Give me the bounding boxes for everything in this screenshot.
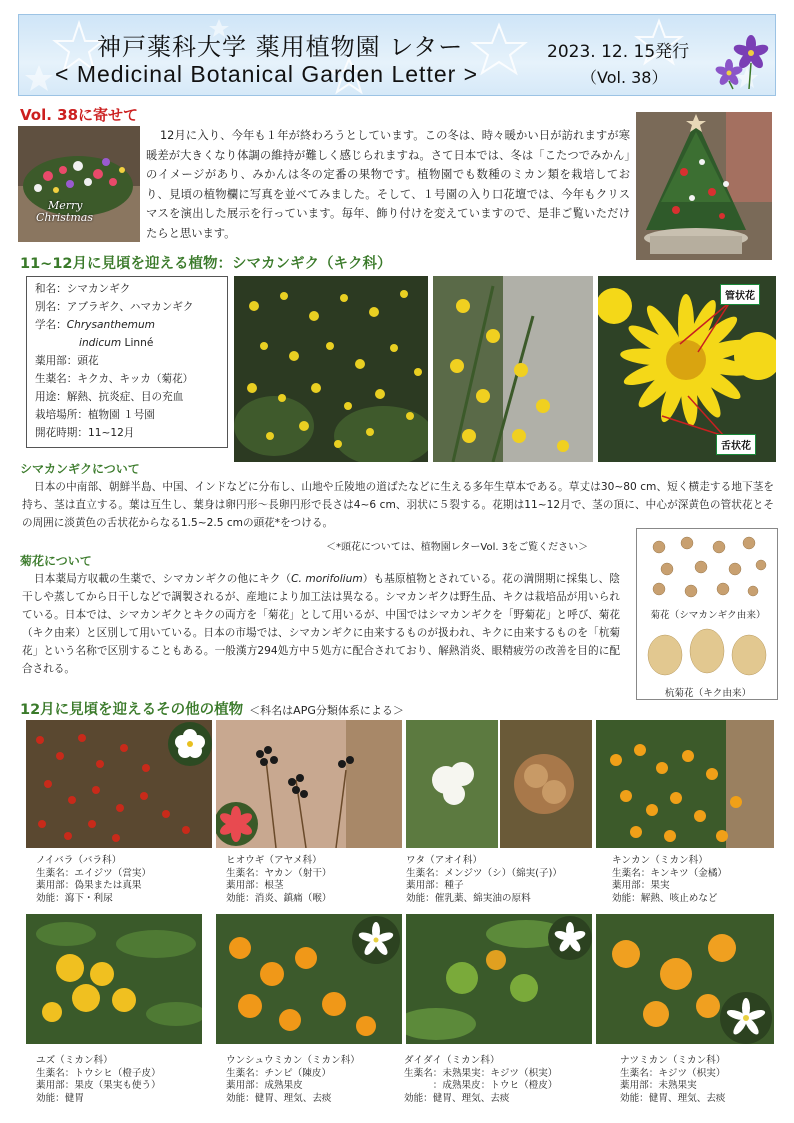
intro-heading: Vol. 38に寄せて xyxy=(20,106,139,124)
tube-flower-label: 管状花 xyxy=(720,284,760,305)
wata-photo xyxy=(406,720,592,848)
purple-flower-icon xyxy=(715,35,771,91)
plant-line: 薬用部：偽果または真果 xyxy=(36,880,142,891)
info-kaika: 開花時期：11~12月 xyxy=(35,427,135,439)
plant-name: キンカン（ミカン科） xyxy=(612,855,708,866)
plant-name: ナツミカン（ミカン科） xyxy=(620,1055,726,1066)
plant-line: 薬用部：根茎 xyxy=(226,880,284,891)
plant-line: 効能：解熱、咳止めなど xyxy=(612,892,718,904)
kikka-shima-caption: 菊花（シマカンギク由来） xyxy=(650,610,766,621)
plant-line: 効能：健胃 xyxy=(36,1092,84,1104)
info-gakumei-author: Linné xyxy=(121,337,154,349)
plant-line: 効能：消炎、鎮痛（喉） xyxy=(226,892,332,904)
shimakangiku-photo-1 xyxy=(234,276,428,462)
info-gakumei xyxy=(35,316,219,334)
kikka-species: C. morifolium xyxy=(291,573,363,585)
issue-date: 2023. 12. 15発行 xyxy=(547,42,690,62)
kikka-heading: 菊花について xyxy=(20,554,92,568)
about-heading: シマカンギクについて xyxy=(20,462,140,476)
plant-caption-noibara xyxy=(36,855,151,905)
info-betsumei: 別名：アブラギク、ハマカンギク xyxy=(35,301,194,313)
others-heading-text: 12月に見頃を迎えるその他の植物 xyxy=(20,702,244,718)
plant-line: 効能：催乳薬、綿実油の原料 xyxy=(406,892,531,904)
ray-flower-label: 舌状花 xyxy=(716,434,756,455)
plant-line: 効能：健胃、理気、去痰 xyxy=(226,1092,332,1104)
intro-paragraph: 12月に入り、今年も１年が終わろうとしています。この冬は、時々暖かい日が訪れますが寒暖差が大きくなり体調の維持が難しく感じられますね。さて日本では、冬は「こたつでみかん」のイメージがあり、みかんは冬の定番の果物です。植物園でも数種のミカン類を栽培しており、見頃の植物欄に写真を並べてみました。そして、１号園の入り口花壇では、今年もクリスマスを演出した展示を行っています。毎年、飾り付けを変えていますので、是非ご覧いただけたらと思います。 xyxy=(146,129,630,240)
kikka-sample-box xyxy=(636,528,778,700)
plant-line: 生薬名：メンジツ（シ）（綿実(子)） xyxy=(406,867,562,879)
plant-line: 生薬名：チンピ（陳皮） xyxy=(226,1067,332,1079)
christmas-flowerbed-photo xyxy=(18,126,140,242)
christmas-tree-photo xyxy=(636,112,772,260)
info-gakumei-genus: Chrysanthemum xyxy=(66,319,155,331)
others-heading xyxy=(20,698,404,719)
plant-line: 効能：健胃、理気、去痰 xyxy=(404,1092,510,1104)
plant-line: 生薬名：未熟果実：キジツ（枳実） xyxy=(404,1067,558,1079)
plant-caption-hiougi xyxy=(226,855,332,905)
plant-line: 薬用部：成熟果皮 xyxy=(226,1080,303,1091)
merry-text: Merry xyxy=(48,199,83,212)
header-banner xyxy=(18,14,776,96)
kinkan-photo xyxy=(596,720,774,848)
noibara-photo xyxy=(26,720,212,848)
plant-info-box xyxy=(26,276,228,448)
plant-caption-natsumikan xyxy=(620,1055,726,1105)
info-yakuyobu: 薬用部：頭花 xyxy=(35,355,99,367)
plant-line: ：成熟果皮：トウヒ（橙皮） xyxy=(404,1080,558,1091)
plant-line: 生薬名：キジツ（枳実） xyxy=(620,1067,726,1079)
about-paragraph: 日本の中南部、朝鮮半島、中国、インドなどに分布し、山地や丘陵地の道ばたなどに生える多年生草本である。草丈は30~80 cm、短く横走する地下茎を持ち、茎は直立する。葉は互生し、葉身は卵円形～長卵円形で長さは4~6 cm、羽状に５裂する。花期は11~12月で、茎の頂に、中心が深黄色の管状花とその周囲に淡黄色の舌状花からなる1.5~2.5 cmの頭花*をつける。 xyxy=(22,481,774,529)
plant-line: 効能：瀉下・利尿 xyxy=(36,892,113,904)
plant-name: ノイバラ（バラ科） xyxy=(36,855,122,866)
shimakangiku-photo-2 xyxy=(433,276,593,462)
plant-name: ダイダイ（ミカン科） xyxy=(404,1055,500,1066)
plant-line: 薬用部：果実 xyxy=(612,880,670,891)
kikka-text-2: ）も基原植物とされている。花の満開期に採集し、陰干しや蒸してから日干しなどで調製されるが、産地により加工法は異なる。シマカンギクは野生品、キクは栽培品が用いられている。日本では、シマカンギクとキクの両方を「菊花」として用いるが、中国ではシマカンギクを「野菊花」と呼び、菊花（キク由来）と区別して用いている。日本の市場では、シマカンギクに由来するものが扱われ、キクに由来するものを「杭菊花」という名称で区別することもある。一般漢方294処方中５処方に配合されており、解熱消炎、眼精疲労の改善を目的に配合される。 xyxy=(22,573,620,675)
plant-name: ワタ（アオイ科） xyxy=(406,855,483,866)
yuzu-photo xyxy=(26,914,202,1044)
plant-line: 効能：健胃、理気、去痰 xyxy=(620,1092,726,1104)
info-shoyakumei: 生薬名：キクカ、キッカ（菊花） xyxy=(35,373,194,385)
info-yoto: 用途：解熱、抗炎症、目の充血 xyxy=(35,391,184,403)
kikka-paragraph xyxy=(22,570,620,678)
plant-caption-daidai xyxy=(404,1055,558,1105)
plant-name: ウンシュウミカン（ミカン科） xyxy=(226,1055,360,1066)
plant-line: 薬用部：未熟果実 xyxy=(620,1080,697,1091)
daidai-photo xyxy=(406,914,592,1044)
plant-line: 薬用部：果皮（果実も使う） xyxy=(36,1080,161,1091)
about-note: ＜*頭花については、植物園レターVol. 3をご覧ください＞ xyxy=(326,542,589,553)
page-title-en: < Medicinal Botanical Garden Letter > xyxy=(55,61,479,87)
plant-line: 生薬名：トウシヒ（橙子皮） xyxy=(36,1067,161,1079)
others-note: ＜科名はAPG分類体系による＞ xyxy=(249,704,404,717)
info-gakumei-label: 学名： xyxy=(35,319,67,331)
plant-name: ヒオウギ（アヤメ科） xyxy=(226,855,322,866)
feature-heading: 11~12月に見頃を迎える植物：シマカンギク（キク科） xyxy=(20,256,392,272)
merry-christmas-sign xyxy=(36,200,93,224)
plant-name: ユズ（ミカン科） xyxy=(36,1055,113,1066)
plant-line: 生薬名：ヤカン（射干） xyxy=(226,867,332,879)
plant-caption-unshu-mikan xyxy=(226,1055,360,1105)
issue-volume: （Vol. 38） xyxy=(581,68,668,87)
unshu-mikan-photo xyxy=(216,914,402,1044)
hiougi-photo xyxy=(216,720,402,848)
natsumikan-photo xyxy=(596,914,774,1044)
plant-line: 生薬名：キンキツ（金橘） xyxy=(612,867,728,879)
plant-line: 生薬名：エイジツ（営実） xyxy=(36,867,152,879)
plant-line: 薬用部：種子 xyxy=(406,880,464,891)
kikka-text-1: 日本薬局方収載の生薬で、シマカンギクの他にキク（ xyxy=(34,573,292,585)
info-gakumei-species: indicum xyxy=(79,337,122,349)
shimakangiku-closeup-photo xyxy=(598,276,776,462)
plant-caption-kinkan xyxy=(612,855,727,905)
info-gakumei-line2 xyxy=(35,334,219,352)
info-wamei: 和名：シマカンギク xyxy=(35,283,131,295)
page-title-jp: 神戸薬科大学 薬用植物園 レター xyxy=(97,33,464,61)
kikka-kiku-caption: 杭菊花（キク由来） xyxy=(664,688,752,699)
info-saibai: 栽培場所：植物園 １号園 xyxy=(35,409,155,421)
plant-caption-wata xyxy=(406,855,562,905)
plant-caption-yuzu xyxy=(36,1055,161,1105)
christmas-text: Christmas xyxy=(36,211,93,224)
